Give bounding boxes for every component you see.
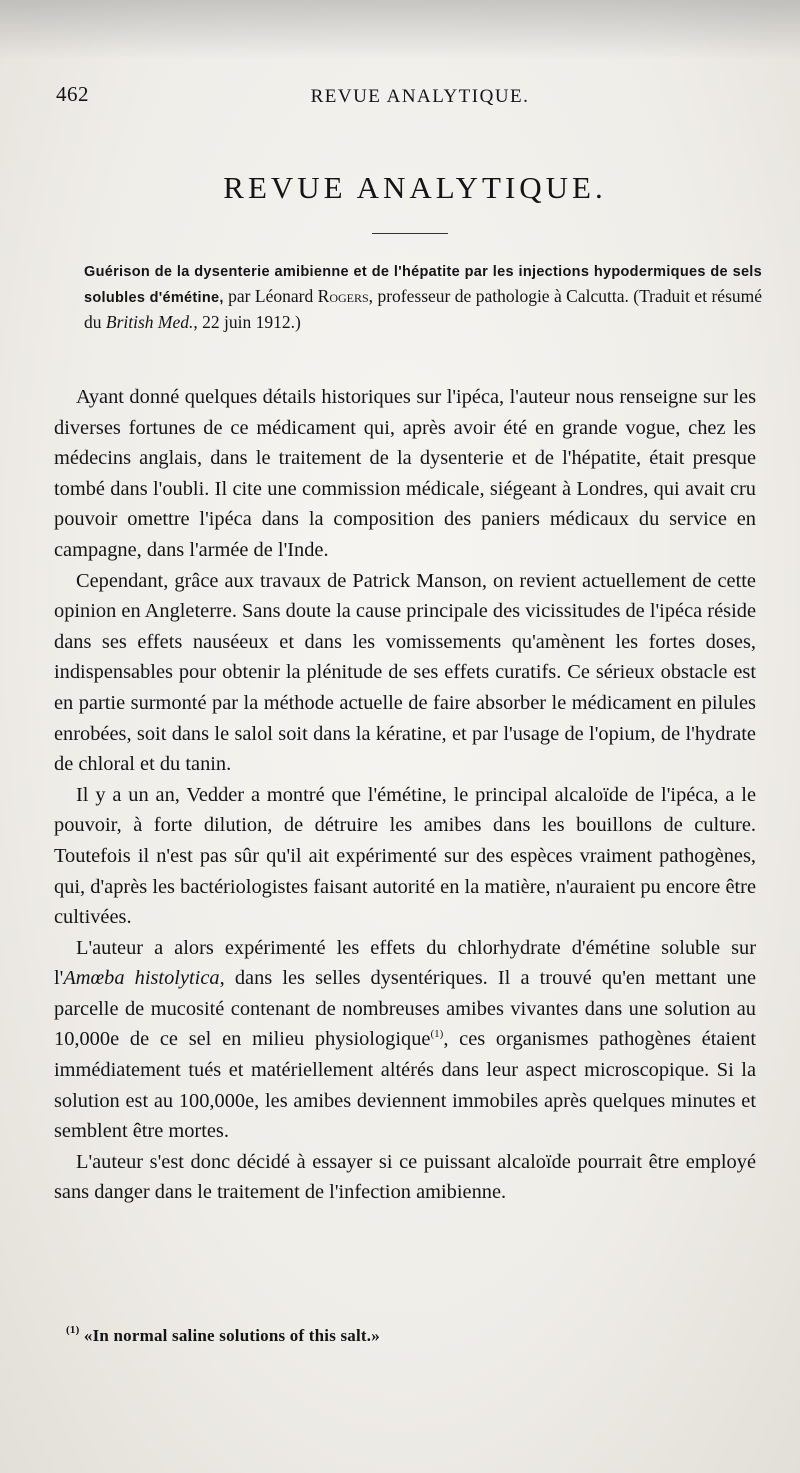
source-date: , 22 juin 1912.) bbox=[193, 312, 301, 332]
footnote-ref: (1) bbox=[430, 1028, 444, 1041]
article-title: Guérison de la dysenterie amibienne et de l'hépatite par les injections hypodermiques de sels solubles d'émétine, bbox=[84, 264, 762, 306]
running-title: REVUE ANALYTIQUE. bbox=[310, 86, 530, 107]
author-name: Rogers bbox=[317, 286, 369, 306]
author-prefix: par Léonard bbox=[228, 286, 314, 306]
footnote bbox=[66, 1326, 746, 1346]
footnote-marker: (1) bbox=[66, 1324, 80, 1336]
page-number: 462 bbox=[56, 82, 89, 106]
author-affiliation: , professeur de pathologie à Calcutta. (Traduit et résumé du bbox=[84, 286, 763, 332]
paragraph-1: Ayant donné quelques détails historiques sur l'ipéca, l'auteur nous renseigne sur les diverses fortunes de ce médicament qui, après avoir été en grande vogue, chez les médecins anglais, dans le traitement de la dysenterie et de l'hépatite, était presque tombé dans l'oubli. Il cite une commission médicale, siégeant à Londres, qui avait cru pouvoir omettre l'ipéca dans la composition des paniers médicaux du service en campagne, dans l'armée de l'Inde. bbox=[54, 386, 756, 561]
paragraph-2: Cependant, grâce aux travaux de Patrick Manson, on revient actuellement de cette opinion en Angleterre. Sans doute la cause principale des vicissitudes de l'ipéca réside dans ses effets nauséeux et dans les vomissements qu'amènent les fortes doses, indispensables pour obtenir la plénitude de ses effets curatifs. Ce sérieux obstacle est en partie surmonté par la méthode actuelle de faire absorber le médicament en pilules enrobées, soit dans le salol soit dans la kératine, et par l'usage de l'opium, de l'hydrate de chloral et du tanin. bbox=[54, 569, 756, 776]
source-journal: British Med. bbox=[105, 312, 194, 332]
paragraph-5: L'auteur s'est donc décidé à essayer si ce puissant alcaloïde pourrait être employé sans danger dans le traitement de l'infection amibienne. bbox=[54, 1150, 756, 1204]
amoeba-species: Amœba histolytica bbox=[63, 967, 220, 990]
paragraph-4-part-c: , ces organismes pathogènes étaient immédiatement tués et matériellement altérés dans leur aspect microscopique. Si la solution est au 100,000e, les amibes deviennent immobiles après quelques minutes et semblent être mortes. bbox=[54, 1028, 756, 1143]
running-head bbox=[0, 82, 800, 112]
footnote-text: «In normal saline solutions of this salt.» bbox=[83, 1326, 380, 1345]
paragraph-4 bbox=[54, 933, 756, 1147]
paragraph-4-part-b: , dans les selles dysentériques. Il a trouvé qu'en mettant une parcelle de mucosité contenant de nombreuses amibes vivantes dans une solution au 10,000e de ce sel en milieu physiologique bbox=[54, 967, 756, 1051]
paragraph-4-part-a: L'auteur a alors expérimenté les effets du chlorhydrate d'émétine soluble sur l' bbox=[54, 936, 756, 990]
section-title: REVUE ANALYTIQUE. bbox=[223, 170, 607, 205]
article-heading bbox=[62, 258, 762, 334]
title-rule bbox=[372, 233, 448, 234]
paragraph-3: Il y a un an, Vedder a montré que l'émétine, le principal alcaloïde de l'ipéca, a le pouvoir, à forte dilution, de détruire les amibes dans les bouillons de culture. Toutefois il n'est pas sûr qu'il ait expérimenté sur des espèces vraiment pathogènes, qui, d'après les bactériologistes faisant autorité en la matière, n'auraient pu encore être cultivées. bbox=[54, 783, 756, 929]
article-body bbox=[54, 382, 756, 1208]
scan-edge-shadow bbox=[0, 0, 800, 60]
